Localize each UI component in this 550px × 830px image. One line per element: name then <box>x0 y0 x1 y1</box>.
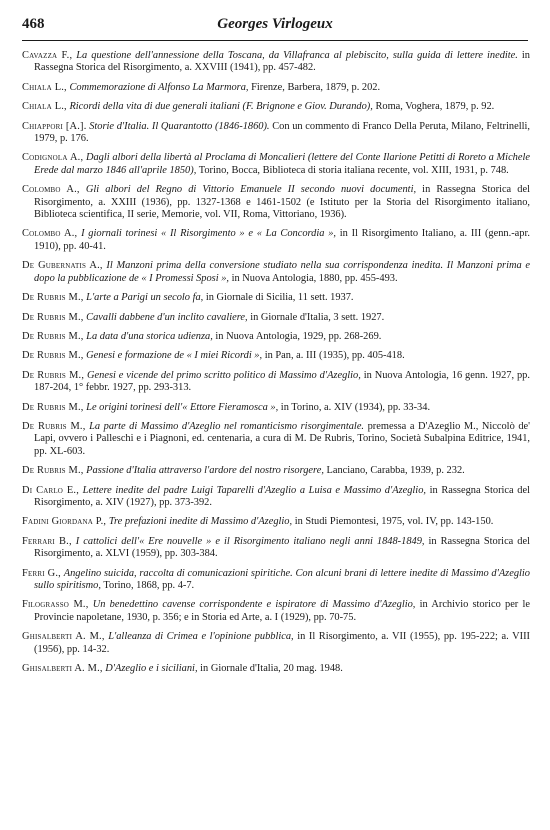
entry-title: Passione d'Italia attraverso l'ardore del nostro risorgere, <box>86 465 324 477</box>
entry-author: Di Carlo E., <box>22 484 80 496</box>
entry-publication: in Torino, a. XIV (1934), pp. 33-34. <box>278 401 431 413</box>
entry-title: Lettere inedite del padre Luigi Taparelli d'Azeglio a Luisa e Massimo d'Azeglio, <box>82 484 426 496</box>
entry-title: I giornali torinesi « Il Risorgimento » e « La Concordia », <box>81 228 336 240</box>
bibliography-entry <box>22 516 530 528</box>
bibliography-entry <box>22 101 530 113</box>
entry-publication: Lanciano, Carabba, 1939, p. 232. <box>323 465 465 477</box>
entry-author: De Rubris M., <box>22 292 84 304</box>
entry-publication: in Rassegna Storica del Risorgimento, a. XLVI (1959), pp. 303-384. <box>34 535 530 560</box>
entry-publication: in Pan, a. III (1935), pp. 405-418. <box>262 350 405 362</box>
entry-publication: Torino, 1868, pp. 4-7. <box>100 580 195 591</box>
entry-author: De Rubris M., <box>22 330 84 342</box>
entry-publication: Firenze, Barbera, 1879, p. 202. <box>248 81 381 93</box>
entry-title: L'arte a Parigi un secolo fa, <box>86 292 204 304</box>
bibliography-entry <box>22 350 530 362</box>
bibliography-entry <box>22 50 530 75</box>
entry-author: Ghisalberti A. M., <box>22 631 105 643</box>
entry-author: Chiappori [A.]. <box>22 120 87 132</box>
entry-publication: Con un commento di Franco Della Peruta, Milano, Feltrinelli, 1979, p. 176. <box>34 120 530 145</box>
entry-title: La data d'una storica udienza, <box>86 330 213 342</box>
bibliography-entry <box>22 568 530 593</box>
entry-publication: in Nuova Antologia, 1929, pp. 268-269. <box>212 330 382 342</box>
entry-title: Tre prefazioni inedite di Massimo d'Azeglio, <box>108 516 293 528</box>
entry-title: Gli albori del Regno di Vittorio Emanuele II secondo nuovi documenti, <box>85 184 417 196</box>
entry-title: Angelino suicida, raccolta di comunicazioni spiritiche. Con alcuni brani di lettere inedite di Massimo d'Azeglio sullo spiritismo, <box>34 567 530 591</box>
entry-title: Il Manzoni prima della conversione studiato nella sua corrispondenza inedita. Il Manzoni prima e dopo la pubblicazione de « I Promessi Sposi », <box>34 260 530 284</box>
entry-author: Ghisalberti A. M., <box>22 663 103 675</box>
entry-publication: in Nuova Antologia, 16 genn. 1927, pp. 187-204, 1° febbr. 1927, pp. 293-313. <box>34 369 530 394</box>
entry-author: Chiala L., <box>22 101 67 113</box>
bibliography-list <box>22 50 530 682</box>
entry-publication: in Rassegna Storica del Risorgimento, a. XXIII (1936), pp. 1327-1368 e 1461-1502 (e Istituto per la Storia del Risorgimento italiano, Biblioteca scientifica, II serie, Memorie, vol. VII, Roma, Vittoriano, 1936). <box>34 184 530 221</box>
bibliography-entry <box>22 536 530 561</box>
bibliography-entry <box>22 631 530 656</box>
entry-publication: in Studi Piemontesi, 1975, vol. IV, pp. 143-150. <box>292 516 494 528</box>
entry-title: Commemorazione di Alfonso La Marmora, <box>69 81 249 93</box>
entry-publication: in Il Risorgimento, a. VII (1955), pp. 195-222; a. VIII (1956), pp. 14-32. <box>34 631 531 655</box>
bibliography-entry <box>22 152 530 177</box>
entry-author: De Rubris M., <box>22 311 84 323</box>
bibliography-entry <box>22 465 530 477</box>
entry-author: De Rubris M., <box>22 350 84 362</box>
entry-author: De Gubernatis A., <box>22 260 103 272</box>
bibliography-entry <box>22 370 530 395</box>
entry-author: Ferri G., <box>22 567 61 579</box>
entry-title: Storie d'Italia. Il Quarantotto (1846-1860). <box>89 120 270 132</box>
header-rule <box>22 40 528 41</box>
entry-title: Le origini torinesi dell'« Ettore Fieramosca », <box>86 401 279 413</box>
bibliography-entry <box>22 260 530 285</box>
bibliography-entry <box>22 228 530 253</box>
entry-author: Chiala L., <box>22 81 67 93</box>
entry-author: Codignola A., <box>22 152 84 164</box>
entry-title: L'alleanza di Crimea e l'opinione pubblica, <box>108 631 294 643</box>
entry-author: Colombo A., <box>22 228 78 240</box>
entry-publication: in Giornale di Sicilia, 11 sett. 1937. <box>203 292 354 304</box>
bibliography-entry <box>22 663 530 675</box>
entry-title: I cattolici dell'« Ere nouvelle » e il Risorgimento italiano negli anni 1848-1849, <box>75 535 425 547</box>
bibliography-entry <box>22 292 530 304</box>
entry-title: Dagli albori della libertà al Proclama di Moncalieri (lettere del Conte Ilarione Petitti di Roreto a Michele Erede dal marzo 1846 all'aprile 1850), <box>34 152 530 176</box>
entry-author: De Rubris M., <box>22 401 84 413</box>
running-title: Georges Virlogeux <box>217 16 333 32</box>
bibliography-entry <box>22 599 530 624</box>
entry-title: La questione dell'annessione della Toscana, da Villafranca al plebiscito, sulla guida di lettere inedite. <box>76 50 518 61</box>
entry-title: La parte di Massimo d'Azeglio nel romanticismo risorgimentale. <box>89 420 365 432</box>
bibliography-entry <box>22 312 530 324</box>
bibliography-entry <box>22 331 530 343</box>
entry-author: De Rubris M., <box>22 465 84 477</box>
entry-publication: in Nuova Antologia, 1880, pp. 455-493. <box>229 272 398 284</box>
entry-publication: in Archivio storico per le Provincie napoletane, 1930, p. 356; e in Storia ed Arte, a. I (1929), pp. 70-75. <box>34 599 530 623</box>
page-header <box>22 14 528 36</box>
entry-publication: premessa a D'Azeglio M., Niccolò de' Lapi, ovvero i Palleschi e i Piagnoni, ed. centenaria, a cura di M. De Rubris, Torino, Società Subalpina Editrice, 1941, pp. XL-603. <box>34 420 531 457</box>
entry-author: Ferrari B., <box>22 535 72 547</box>
entry-author: Fadini Giordana P., <box>22 516 107 528</box>
entry-author: De Rubris M., <box>22 420 86 432</box>
entry-publication: in Rassegna Storica del Risorgimento, a. XXVIII (1941), pp. 457-482. <box>34 50 530 74</box>
entry-title: Genesi e vicende del primo scritto politico di Massimo d'Azeglio, <box>87 369 361 381</box>
entry-publication: in Giornale d'Italia, 3 sett. 1927. <box>247 311 385 323</box>
bibliography-entry <box>22 421 530 458</box>
bibliography-entry <box>22 82 530 94</box>
entry-author: Cavazza F., <box>22 50 73 61</box>
entry-publication: in Rassegna Storica del Risorgimento, a. XIV (1927), pp. 373-392. <box>34 484 530 508</box>
entry-title: D'Azeglio e i siciliani, <box>105 663 198 675</box>
entry-title: Un benedettino cavense corrispondente e ispiratore di Massimo d'Azeglio, <box>92 599 416 611</box>
bibliography-entry <box>22 121 530 146</box>
bibliography-entry <box>22 485 530 510</box>
entry-title: Cavalli dabbene d'un inclito cavaliere, <box>86 311 248 323</box>
entry-publication: Roma, Voghera, 1879, p. 92. <box>372 101 495 113</box>
entry-title: Ricordi della vita di due generali italiani (F. Brignone e Giov. Durando), <box>69 101 373 113</box>
entry-title: Genesi e formazione de « I miei Ricordi », <box>86 350 263 362</box>
entry-author: Colombo A., <box>22 184 80 196</box>
bibliography-entry <box>22 402 530 414</box>
entry-author: De Rubris M., <box>22 369 85 381</box>
entry-publication: in Il Risorgimento Italiano, a. III (genn.-apr. 1910), pp. 40-41. <box>34 228 530 252</box>
page-number: 468 <box>22 16 45 32</box>
entry-author: Filograsso M., <box>22 599 89 611</box>
bibliography-entry <box>22 184 530 221</box>
entry-publication: Torino, Bocca, Biblioteca di storia italiana recente, vol. XIII, 1931, p. 748. <box>196 164 509 176</box>
entry-publication: in Giornale d'Italia, 20 mag. 1948. <box>197 663 343 675</box>
